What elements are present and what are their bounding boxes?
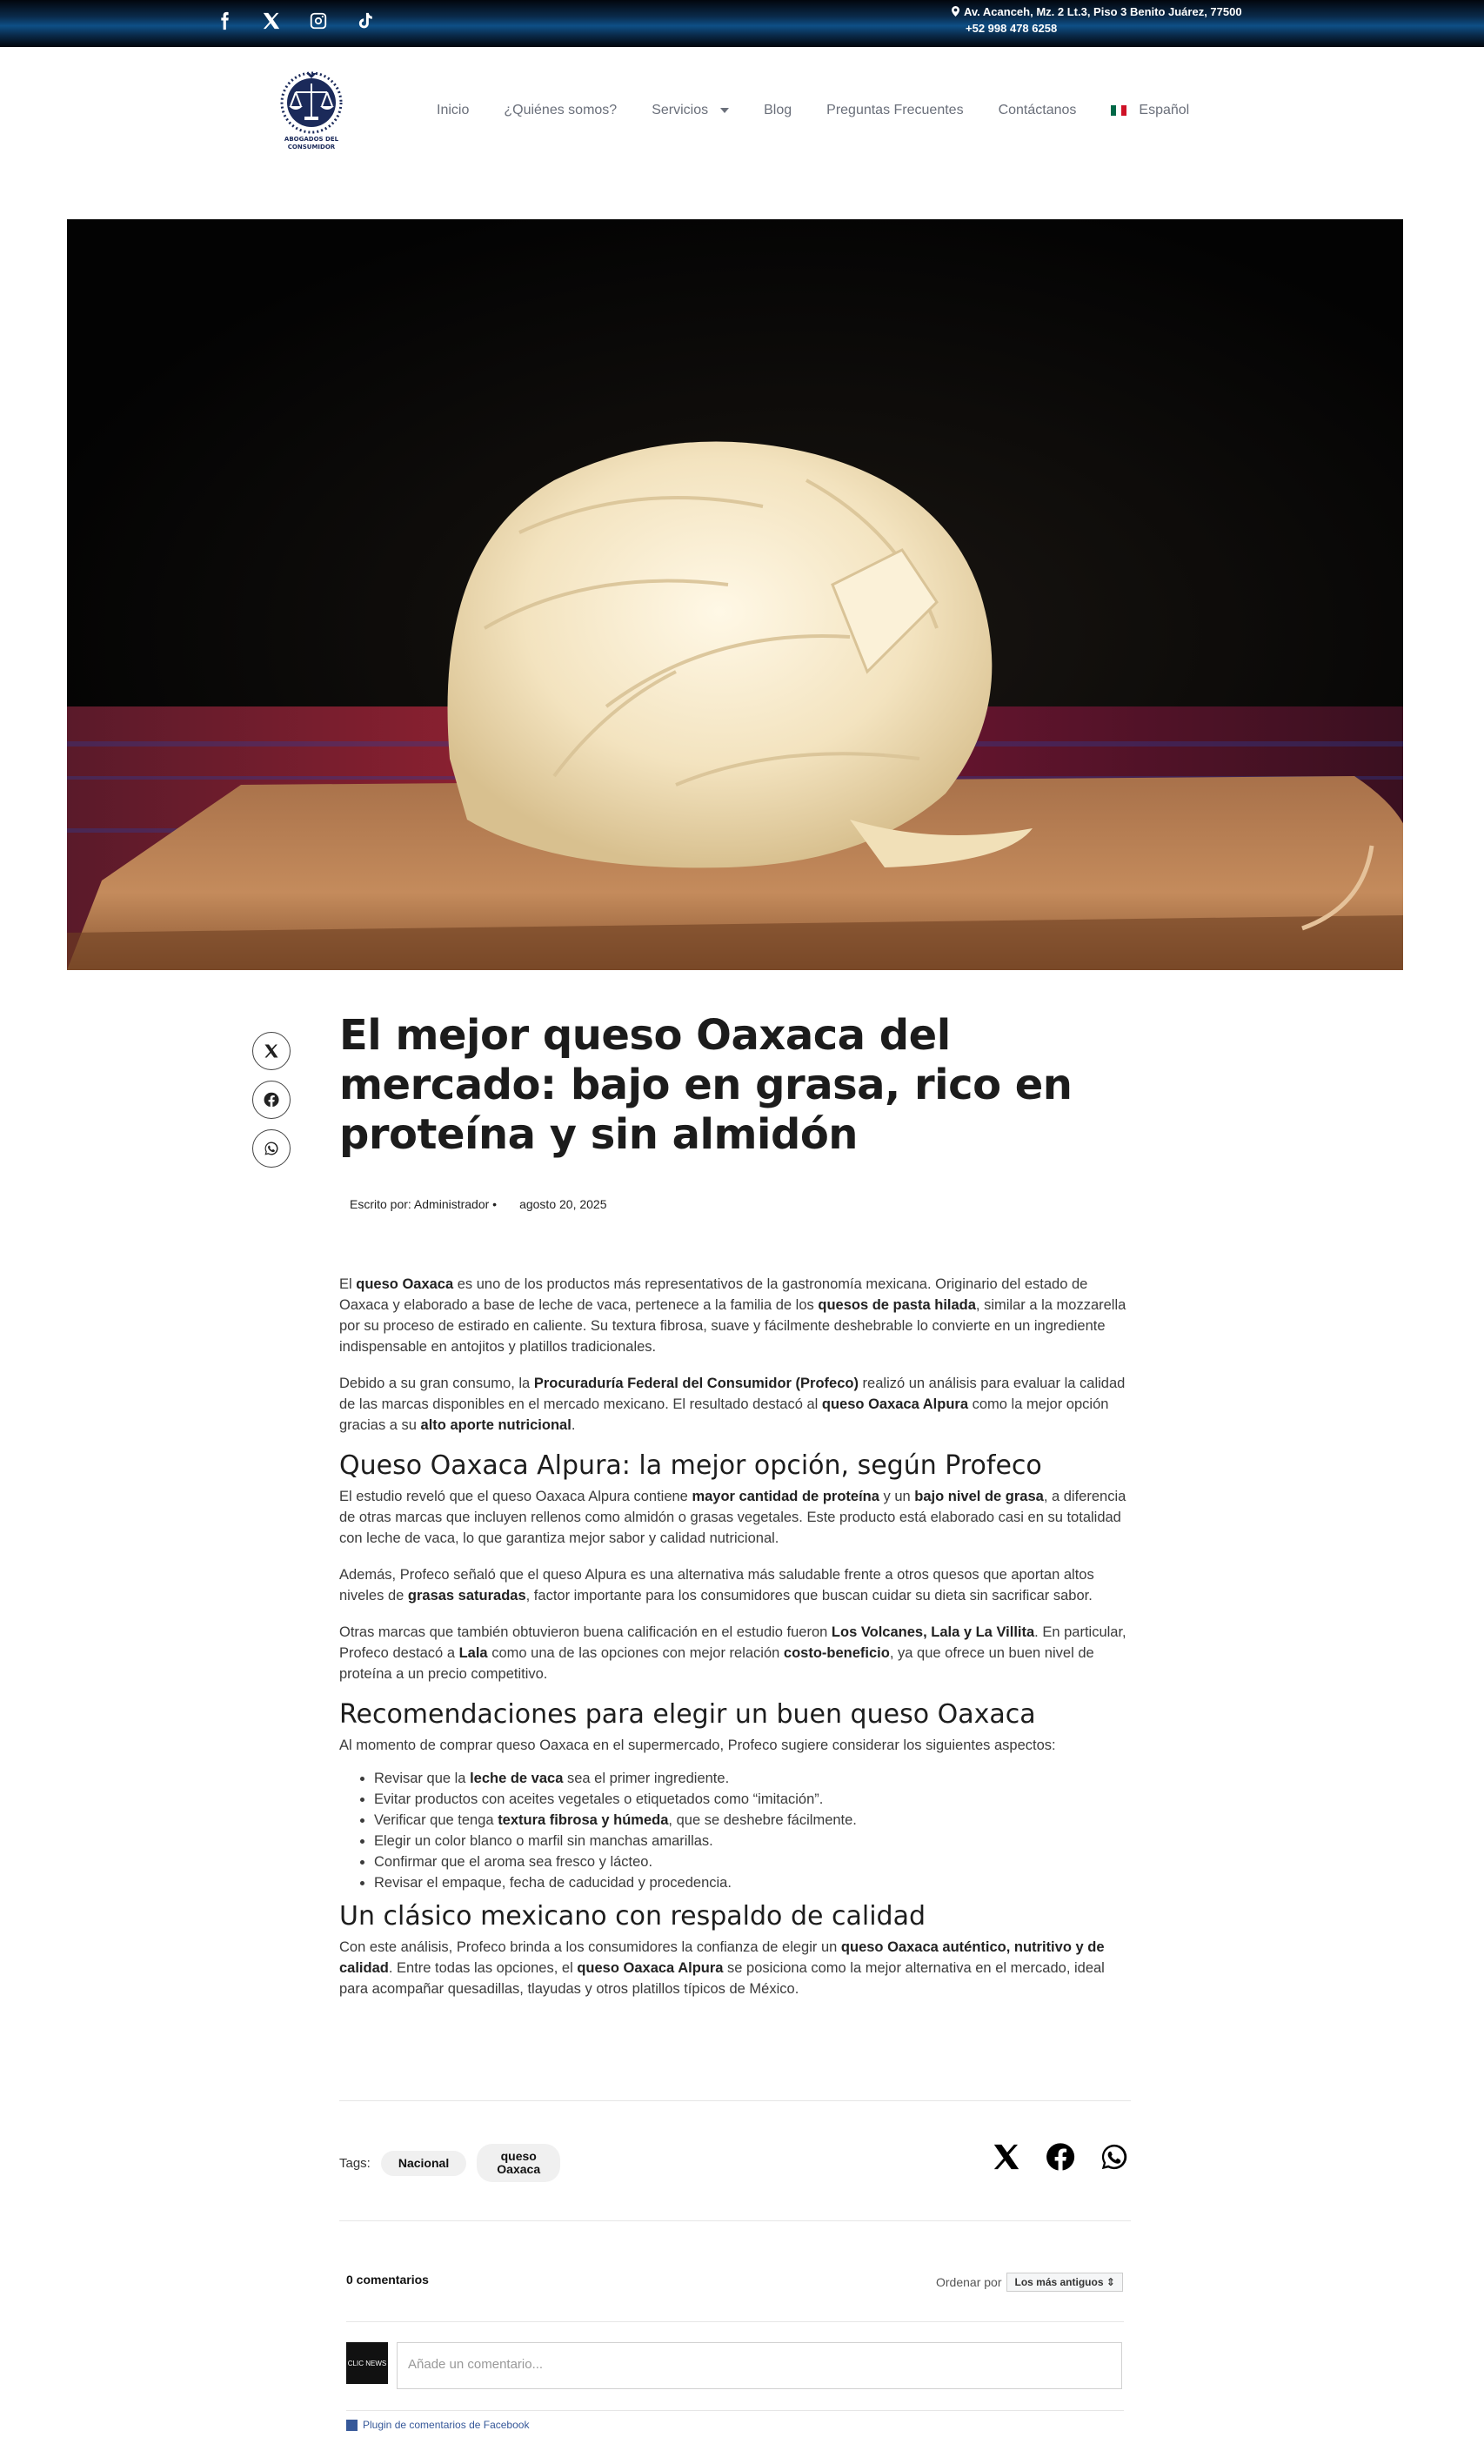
paragraph: Otras marcas que también obtuvieron buena calificación en el estudio fueron Los Volcanes, Lala y La Villita. En particular, Profeco destacó a Lala como una de las opciones con mejor relación costo-beneficio, ya que ofrece un buen nivel de proteína a un precio competitivo.: [339, 1624, 1126, 1682]
chevron-down-icon: [720, 108, 729, 113]
tiktok-icon[interactable]: [355, 10, 376, 31]
nav-servicios[interactable]: [652, 103, 729, 118]
article-body: [339, 1274, 1131, 2015]
site-logo[interactable]: [273, 70, 350, 151]
address-text: Av. Acanceh, Mz. 2 Lt.3, Piso 3 Benito Juárez, 77500: [964, 5, 1242, 18]
share-x-icon[interactable]: [252, 1032, 291, 1070]
list-item: • Revisar que la leche de vaca sea el primer ingrediente.: [374, 1768, 1131, 1789]
post-date: agosto 20, 2025: [519, 1197, 607, 1211]
nav-inicio[interactable]: Inicio: [437, 103, 470, 117]
social-links: [214, 10, 376, 31]
share-facebook-icon[interactable]: [1046, 2142, 1075, 2176]
main-nav: [437, 103, 1189, 118]
post-tags: [339, 2144, 560, 2182]
nav-servicios-label: Servicios: [652, 103, 709, 117]
facebook-icon[interactable]: [214, 10, 235, 31]
section-heading: Recomendaciones para elegir un buen queso Oaxaca: [339, 1699, 1036, 1730]
language-label: Español: [1139, 103, 1190, 117]
nav-contactanos[interactable]: Contáctanos: [998, 103, 1077, 117]
divider: [346, 2410, 1124, 2411]
mexico-flag-icon: [1111, 105, 1126, 116]
share-whatsapp-icon[interactable]: [1100, 2142, 1129, 2176]
svg-text:CONSUMIDOR: CONSUMIDOR: [287, 144, 336, 151]
plugin-label: Plugin de comentarios de Facebook: [363, 2419, 530, 2431]
x-icon[interactable]: [261, 10, 282, 31]
post-meta: [350, 1197, 607, 1211]
list-item: • Revisar el empaque, fecha de caducidad y procedencia.: [374, 1872, 1131, 1893]
share-x-icon[interactable]: [992, 2142, 1021, 2176]
list-item: • Verificar que tenga textura fibrosa y húmeda, que se deshebre fácilmente.: [374, 1810, 1131, 1831]
contact-info: [952, 3, 1242, 37]
tag-queso-oaxaca[interactable]: queso Oaxaca: [477, 2144, 560, 2182]
floating-share-bar: [252, 1032, 291, 1168]
nav-language[interactable]: [1111, 103, 1189, 118]
share-whatsapp-icon[interactable]: [252, 1129, 291, 1168]
comment-input[interactable]: Añade un comentario...: [397, 2342, 1122, 2389]
post-author: Escrito por: Administrador •: [350, 1197, 498, 1211]
list-item: • Confirmar que el aroma sea fresco y lácteo.: [374, 1851, 1131, 1872]
instagram-icon[interactable]: [308, 10, 329, 31]
section-heading: Queso Oaxaca Alpura: la mejor opción, según Profeco: [339, 1450, 1042, 1481]
list-item: • Elegir un color blanco o marfil sin manchas amarillas.: [374, 1831, 1131, 1851]
nav-quienes-somos[interactable]: ¿Quiénes somos?: [504, 103, 618, 117]
post-title: El mejor queso Oaxaca del mercado: bajo en grasa, rico en proteína y sin almidón: [339, 1011, 1073, 1159]
tag-nacional[interactable]: Nacional: [381, 2151, 466, 2176]
paragraph: Debido a su gran consumo, la Procuraduría Federal del Consumidor (Profeco) realizó un análisis para evaluar la calidad de las marcas disponibles en el mercado mexicano. El resultado destacó al queso Oaxaca Alpura como la mejor opción gracias a su alto aporte nutricional.: [339, 1376, 1126, 1433]
section-heading: Un clásico mexicano con respaldo de calidad: [339, 1901, 926, 1932]
avatar-text: CLIC NEWS: [347, 2359, 387, 2367]
facebook-icon: [346, 2420, 358, 2431]
divider: [339, 2220, 1131, 2221]
hero-image-queso-oaxaca: [67, 219, 1403, 970]
paragraph: El estudio reveló que el queso Oaxaca Alpura contiene mayor cantidad de proteína y un bajo nivel de grasa, a diferencia de otras marcas que incluyen rellenos como almidón o grasas vegetales. Este producto está elaborado casi en su totalidad con leche de vaca, lo que garantiza mejor sabor y calidad nutricional.: [339, 1489, 1126, 1546]
recommendation-list: [374, 1768, 1131, 1893]
share-facebook-icon[interactable]: [252, 1081, 291, 1119]
order-select[interactable]: Los más antiguos ⇕: [1006, 2273, 1122, 2292]
tags-label: Tags:: [339, 2155, 371, 2171]
paragraph: Con este análisis, Profeco brinda a los consumidores la confianza de elegir un queso Oaxaca auténtico, nutritivo y de calidad. Entre todas las opciones, el queso Oaxaca Alpura se posiciona como la mejor alternativa en el mercado, ideal para acompañar quesadillas, tlayudas y otros platillos típicos de México.: [339, 1939, 1105, 1997]
comments-count: 0 comentarios: [346, 2273, 429, 2287]
facebook-comments-plugin-link[interactable]: [346, 2419, 529, 2431]
nav-blog[interactable]: Blog: [764, 103, 792, 117]
phone-text[interactable]: +52 998 478 6258: [966, 22, 1058, 35]
post-share: [992, 2142, 1129, 2176]
paragraph: El queso Oaxaca es uno de los productos más representativos de la gastronomía mexicana. Originario del estado de Oaxaca y elaborado a base de leche de vaca, pertenece a la familia de los quesos de pasta hilada, similar a la mozzarella por su proceso de estirado en caliente. Su textura fibrosa, suave y fácilmente deshebrable lo convierte en un ingrediente indispensable en antojitos y platillos tradicionales.: [339, 1276, 1126, 1355]
nav-preguntas-frecuentes[interactable]: Preguntas Frecuentes: [826, 103, 964, 117]
avatar: [346, 2342, 388, 2384]
comments-order: [936, 2273, 1123, 2292]
top-bar: [0, 0, 1484, 47]
site-header: [0, 47, 1484, 176]
list-item: • Evitar productos con aceites vegetales o etiquetados como “imitación”.: [374, 1789, 1131, 1810]
divider: [346, 2321, 1124, 2322]
svg-text:ABOGADOS DEL: ABOGADOS DEL: [284, 136, 339, 143]
paragraph: Además, Profeco señaló que el queso Alpura es una alternativa más saludable frente a otros quesos que aportan altos niveles de grasas saturadas, factor importante para los consumidores que buscan cuidar su dieta sin sacrificar sabor.: [339, 1567, 1094, 1604]
divider: [339, 2100, 1131, 2101]
location-pin-icon: [952, 3, 959, 13]
order-label: Ordenar por: [936, 2275, 1002, 2289]
paragraph: Al momento de comprar queso Oaxaca en el supermercado, Profeco sugiere considerar los siguientes aspectos:: [339, 1738, 1056, 1753]
